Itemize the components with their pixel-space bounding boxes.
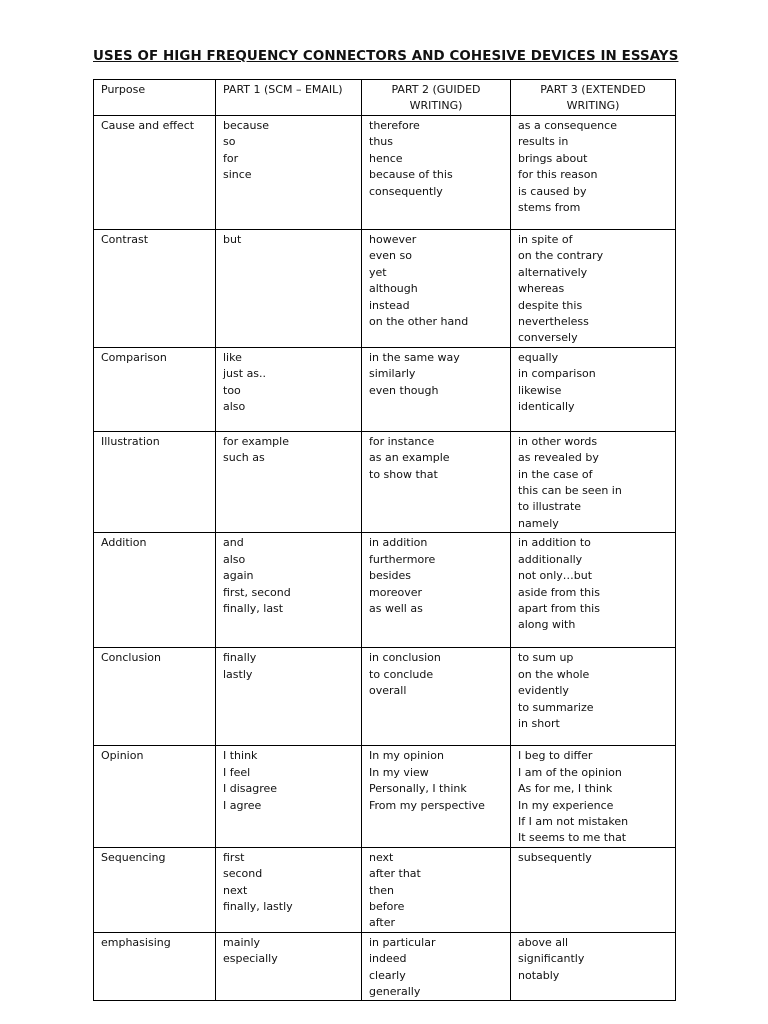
purpose-cell: Conclusion [94, 648, 216, 746]
connector-item: in the case of [518, 467, 593, 481]
purpose-cell: Illustration [94, 431, 216, 532]
connector-item: in the same way [369, 350, 460, 364]
connector-item: I beg to differ [518, 749, 593, 763]
connector-item: I disagree [223, 782, 278, 796]
connector-item: for this reason [518, 168, 598, 182]
table-row [94, 847, 676, 932]
connector-item: aside from this [518, 585, 600, 599]
connector-item: Personally, I think [369, 782, 467, 796]
connector-item: before [369, 899, 405, 913]
connector-item: consequently [369, 184, 443, 198]
header-purpose: Purpose [94, 80, 216, 116]
connector-item: namely [518, 516, 559, 530]
purpose-cell: Contrast [94, 230, 216, 348]
connector-item: similarly [369, 367, 416, 381]
connector-item: as revealed by [518, 451, 599, 465]
connector-item: finally [223, 651, 257, 665]
connector-item: In my opinion [369, 749, 444, 763]
part1-cell [216, 230, 362, 348]
connector-item: From my perspective [369, 798, 485, 812]
connector-item: also [223, 400, 246, 414]
connector-item: brings about [518, 151, 588, 165]
table-row [94, 932, 676, 1001]
connector-item: first, second [223, 585, 291, 599]
part2-cell [362, 533, 511, 648]
connector-item: is caused by [518, 184, 587, 198]
connector-item: however [369, 233, 417, 246]
part1-cell [216, 746, 362, 847]
connector-item: not only…but [518, 569, 593, 583]
connector-item: significantly [518, 952, 585, 966]
connector-item: then [369, 883, 395, 897]
part2-cell [362, 746, 511, 847]
connector-item: such as [223, 451, 265, 465]
connector-item: I am of the opinion [518, 765, 622, 779]
document-title: USES OF HIGH FREQUENCY CONNECTORS AND COHESIVE DEVICES IN ESSAYS [93, 49, 679, 64]
connector-item: so [223, 135, 236, 149]
connector-item: in addition to [518, 536, 591, 550]
connector-item: In my experience [518, 798, 614, 812]
connector-item: this can be seen in [518, 484, 622, 498]
connector-item: furthermore [369, 552, 436, 566]
connector-item: whereas [518, 282, 565, 296]
connector-item: If I am not mistaken [518, 814, 629, 828]
connector-item: clearly [369, 968, 406, 982]
connector-item: just as.. [223, 367, 267, 381]
connector-item: stems from [518, 201, 581, 215]
part3-cell [511, 932, 676, 1001]
part2-cell [362, 648, 511, 746]
connector-item: to summarize [518, 700, 594, 714]
connector-item: on the other hand [369, 315, 469, 329]
part2-cell [362, 116, 511, 230]
connector-item: too [223, 383, 241, 397]
part1-cell [216, 847, 362, 932]
connector-item: even though [369, 383, 439, 397]
header-part3: PART 3 (EXTENDED WRITING) [511, 80, 676, 116]
connector-item: in short [518, 716, 560, 730]
part3-cell [511, 431, 676, 532]
header-part1: PART 1 (SCM – EMAIL) [216, 80, 362, 116]
connector-item: identically [518, 400, 575, 414]
part3-cell [511, 533, 676, 648]
connector-item: generally [369, 984, 421, 998]
table-row [94, 533, 676, 648]
part2-cell [362, 347, 511, 431]
part1-cell [216, 347, 362, 431]
connector-item: overall [369, 684, 407, 698]
purpose-cell: Sequencing [94, 847, 216, 932]
connector-item: conversely [518, 331, 578, 345]
connector-item: likewise [518, 383, 562, 397]
table-row [94, 746, 676, 847]
connector-item: as a consequence [518, 119, 617, 132]
part1-cell [216, 648, 362, 746]
connector-item: and [223, 536, 244, 550]
connector-item: along with [518, 618, 576, 632]
connector-item: since [223, 168, 252, 182]
part3-cell [511, 847, 676, 932]
connector-item: besides [369, 569, 412, 583]
connector-item: alternatively [518, 265, 588, 279]
connector-item: also [223, 552, 246, 566]
connector-item: to sum up [518, 651, 574, 665]
connector-item: mainly [223, 935, 261, 949]
connector-item: in conclusion [369, 651, 441, 665]
connector-item: to conclude [369, 667, 434, 681]
connector-item: in comparison [518, 367, 596, 381]
part2-cell [362, 847, 511, 932]
part3-cell [511, 347, 676, 431]
part3-cell [511, 648, 676, 746]
table-header-row [94, 80, 676, 116]
connector-item: because of this [369, 168, 453, 182]
purpose-cell: Comparison [94, 347, 216, 431]
connector-item: nevertheless [518, 315, 589, 329]
connector-item: as an example [369, 451, 450, 465]
purpose-cell: Addition [94, 533, 216, 648]
purpose-cell: emphasising [94, 932, 216, 1001]
header-part2: PART 2 (GUIDED WRITING) [362, 80, 511, 116]
connector-item: notably [518, 968, 560, 982]
table-row [94, 648, 676, 746]
connector-item: In my view [369, 765, 429, 779]
connector-item: first [223, 850, 245, 864]
table-row [94, 347, 676, 431]
connector-item: therefore [369, 119, 420, 132]
connector-item: for [223, 151, 239, 165]
connector-item: As for me, I think [518, 782, 613, 796]
part1-cell [216, 431, 362, 532]
connector-item: finally, lastly [223, 899, 293, 913]
connector-item: after that [369, 867, 421, 881]
part3-cell [511, 746, 676, 847]
connector-item: second [223, 867, 263, 881]
connector-item: above all [518, 935, 569, 949]
connector-item: even so [369, 249, 412, 263]
part2-cell [362, 431, 511, 532]
connector-item: on the contrary [518, 249, 604, 263]
connector-item: additionally [518, 552, 583, 566]
connector-item: subsequently [518, 850, 592, 864]
part1-cell [216, 932, 362, 1001]
connector-item: instead [369, 298, 410, 312]
connector-item: in other words [518, 434, 598, 448]
part1-cell [216, 533, 362, 648]
connector-item: to illustrate [518, 500, 582, 514]
connector-item: but [223, 233, 242, 246]
connector-item: I agree [223, 798, 262, 812]
connector-item: It seems to me that [518, 831, 627, 845]
connector-item: finally, last [223, 601, 284, 615]
connector-item: again [223, 569, 254, 583]
connectors-table [93, 79, 676, 1001]
connector-item: like [223, 350, 242, 364]
connector-item: in particular [369, 935, 436, 949]
table-body [94, 116, 676, 1001]
table-row [94, 116, 676, 230]
part1-cell [216, 116, 362, 230]
connector-item: equally [518, 350, 559, 364]
purpose-cell: Cause and effect [94, 116, 216, 230]
connector-item: for example [223, 434, 289, 448]
connector-item: in spite of [518, 233, 573, 246]
connector-item: on the whole [518, 667, 590, 681]
connector-item: apart from this [518, 601, 600, 615]
connector-item: although [369, 282, 418, 296]
connector-item: next [369, 850, 394, 864]
connector-item: as well as [369, 601, 423, 615]
connector-item: yet [369, 265, 387, 279]
connector-item: because [223, 119, 270, 132]
connector-item: especially [223, 952, 278, 966]
part3-cell [511, 116, 676, 230]
connector-item: results in [518, 135, 569, 149]
connector-item: in addition [369, 536, 428, 550]
purpose-cell: Opinion [94, 746, 216, 847]
connector-item: I think [223, 749, 258, 763]
connector-item: moreover [369, 585, 423, 599]
part3-cell [511, 230, 676, 348]
connector-item: hence [369, 151, 403, 165]
connector-item: despite this [518, 298, 583, 312]
connector-item: to show that [369, 467, 438, 481]
part2-cell [362, 932, 511, 1001]
connector-item: I feel [223, 765, 251, 779]
connector-item: indeed [369, 952, 407, 966]
connector-item: after [369, 916, 396, 930]
connector-item: thus [369, 135, 393, 149]
connector-item: evidently [518, 684, 569, 698]
connector-item: for instance [369, 434, 435, 448]
connector-item: lastly [223, 667, 253, 681]
table-row [94, 230, 676, 348]
connector-item: next [223, 883, 248, 897]
part2-cell [362, 230, 511, 348]
table-row [94, 431, 676, 532]
